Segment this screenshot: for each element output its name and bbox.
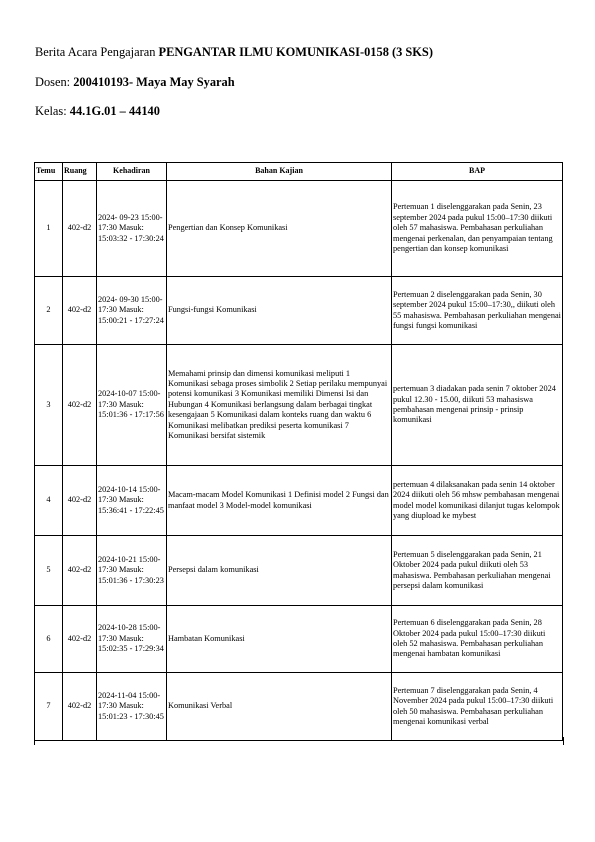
- header-course-prefix: Berita Acara Pengajaran: [35, 45, 159, 59]
- cell-ruang: 402-d2: [63, 466, 97, 536]
- cell-bahan: Pengertian dan Konsep Komunikasi: [167, 181, 392, 277]
- table-row: [35, 466, 563, 536]
- table-header-row: [35, 163, 563, 181]
- cell-temu: 5: [35, 536, 63, 606]
- table-row: [35, 536, 563, 606]
- cell-bahan: Macam-macam Model Komunikasi 1 Definisi model 2 Fungsi dan manfaat model 3 Model-model komunikasi: [167, 466, 392, 536]
- cell-bap: Pertemuan 6 diselenggarakan pada Senin, 28 Oktober 2024 pada pukul 15:00–17:30 diikuti oleh 52 mahasiswa. Pembahasan perkuliahan mengenai hambatan komunikasi: [392, 606, 563, 673]
- cell-bahan: Komunikasi Verbal: [167, 673, 392, 741]
- cell-ruang: 402-d2: [63, 345, 97, 466]
- class-code: 44.1G.01 – 44140: [69, 104, 160, 118]
- cell-temu: 2: [35, 277, 63, 345]
- cell-ruang: 402-d2: [63, 277, 97, 345]
- cell-ruang: 402-d2: [63, 181, 97, 277]
- cell-bahan: Fungsi-fungsi Komunikasi: [167, 277, 392, 345]
- cell-ruang: 402-d2: [63, 606, 97, 673]
- table-row: [35, 277, 563, 345]
- cell-bap: pertemuan 3 diadakan pada senin 7 oktober 2024 pukul 12.30 - 15.00, diikuti 53 mahasiswa pembahasan mengenai prinsip - prinsip komunikasi: [392, 345, 563, 466]
- table-row: [35, 673, 563, 741]
- header-class: [35, 104, 160, 119]
- col-header-ruang: Ruang: [63, 163, 97, 181]
- col-header-bahan: Bahan Kajian: [167, 163, 392, 181]
- cell-temu: 4: [35, 466, 63, 536]
- header-course: [35, 45, 433, 60]
- table-row: [35, 345, 563, 466]
- cell-kehadiran: 2024-10-28 15:00-17:30 Masuk: 15:02:35 - 17:29:34: [97, 606, 167, 673]
- cell-bahan: Hambatan Komunikasi: [167, 606, 392, 673]
- cell-temu: 3: [35, 345, 63, 466]
- cell-bahan: Persepsi dalam komunikasi: [167, 536, 392, 606]
- cell-kehadiran: 2024-11-04 15:00-17:30 Masuk: 15:01:23 - 17:30:45: [97, 673, 167, 741]
- cell-ruang: 402-d2: [63, 536, 97, 606]
- header-lecturer: [35, 75, 235, 90]
- col-header-bap: BAP: [392, 163, 563, 181]
- cell-bap: Pertemuan 5 diselenggarakan pada Senin, 21 Oktober 2024 pada pukul diikuti oleh 53 mahasiswa. Pembahasan perkuliahan mengenai persepsi dalam komunikasi: [392, 536, 563, 606]
- col-header-kehadiran: Kehadiran: [97, 163, 167, 181]
- cell-temu: 7: [35, 673, 63, 741]
- table-continuation: [34, 737, 564, 745]
- cell-kehadiran: 2024-10-07 15:00-17:30 Masuk: 15:01:36 - 17:17:56: [97, 345, 167, 466]
- attendance-table: [34, 162, 563, 741]
- table-row: [35, 606, 563, 673]
- cell-bahan: Memahami prinsip dan dimensi komunikasi meliputi 1 Komunikasi sebaga proses simbolik 2 Setiap perilaku mempunyai potensi komunikasi 3 Komunikasi memiliki Dimensi Isi dan Hubungan 4 Komunikasi berlangsung dalam berbagai tingkat kesengajaan 5 Komunikasi dalam konteks ruang dan waktu 6 Komunikasi melibatkan prediksi peserta komunikasi 7 Komunikasi bersifat sistemik: [167, 345, 392, 466]
- cell-kehadiran: 2024- 09-30 15:00-17:30 Masuk: 15:00:21 - 17:27:24: [97, 277, 167, 345]
- table-row: [35, 181, 563, 277]
- header-class-prefix: Kelas:: [35, 104, 70, 118]
- cell-temu: 6: [35, 606, 63, 673]
- cell-kehadiran: 2024- 09-23 15:00-17:30 Masuk: 15:03:32 - 17:30:24: [97, 181, 167, 277]
- cell-kehadiran: 2024-10-14 15:00-17:30 Masuk: 15:36:41 - 17:22:45: [97, 466, 167, 536]
- cell-bap: Pertemuan 2 diselenggarakan pada Senin, 30 september 2024 pukul 15:00–17:30,, diikuti oleh 55 mahasiswa. Pembahasan perkuliahan mengenai fungsi fungsi komunikasi: [392, 277, 563, 345]
- cell-kehadiran: 2024-10-21 15:00-17:30 Masuk: 15:01:36 - 17:30:23: [97, 536, 167, 606]
- cell-bap: Pertemuan 7 diselenggarakan pada Senin, 4 November 2024 pada pukul 15:00–17:30 diikuti oleh 50 mahasiswa. Pembahasan perkuliahan mengenai komunikasi verbal: [392, 673, 563, 741]
- cell-bap: Pertemuan 1 diselenggarakan pada Senin, 23 september 2024 pada pukul 15:00–17:30 diikuti oleh 57 mahasiswa. Pembahasan perkuliahan mengenai perkenalan, dan penyampaian tentang pengertian dan konsep komunikasi: [392, 181, 563, 277]
- cell-temu: 1: [35, 181, 63, 277]
- course-title: PENGANTAR ILMU KOMUNIKASI-0158 (3 SKS): [158, 45, 433, 59]
- col-header-temu: Temu: [35, 163, 63, 181]
- cell-ruang: 402-d2: [63, 673, 97, 741]
- header-lecturer-prefix: Dosen:: [35, 75, 74, 89]
- cell-bap: pertemuan 4 dilaksanakan pada senin 14 oktober 2024 diikuti oleh 56 mhsw pembahasan mengenai model model komunikasi dilanjut tugas kelompok yang diupload ke mybest: [392, 466, 563, 536]
- lecturer-name: 200410193- Maya May Syarah: [73, 75, 235, 89]
